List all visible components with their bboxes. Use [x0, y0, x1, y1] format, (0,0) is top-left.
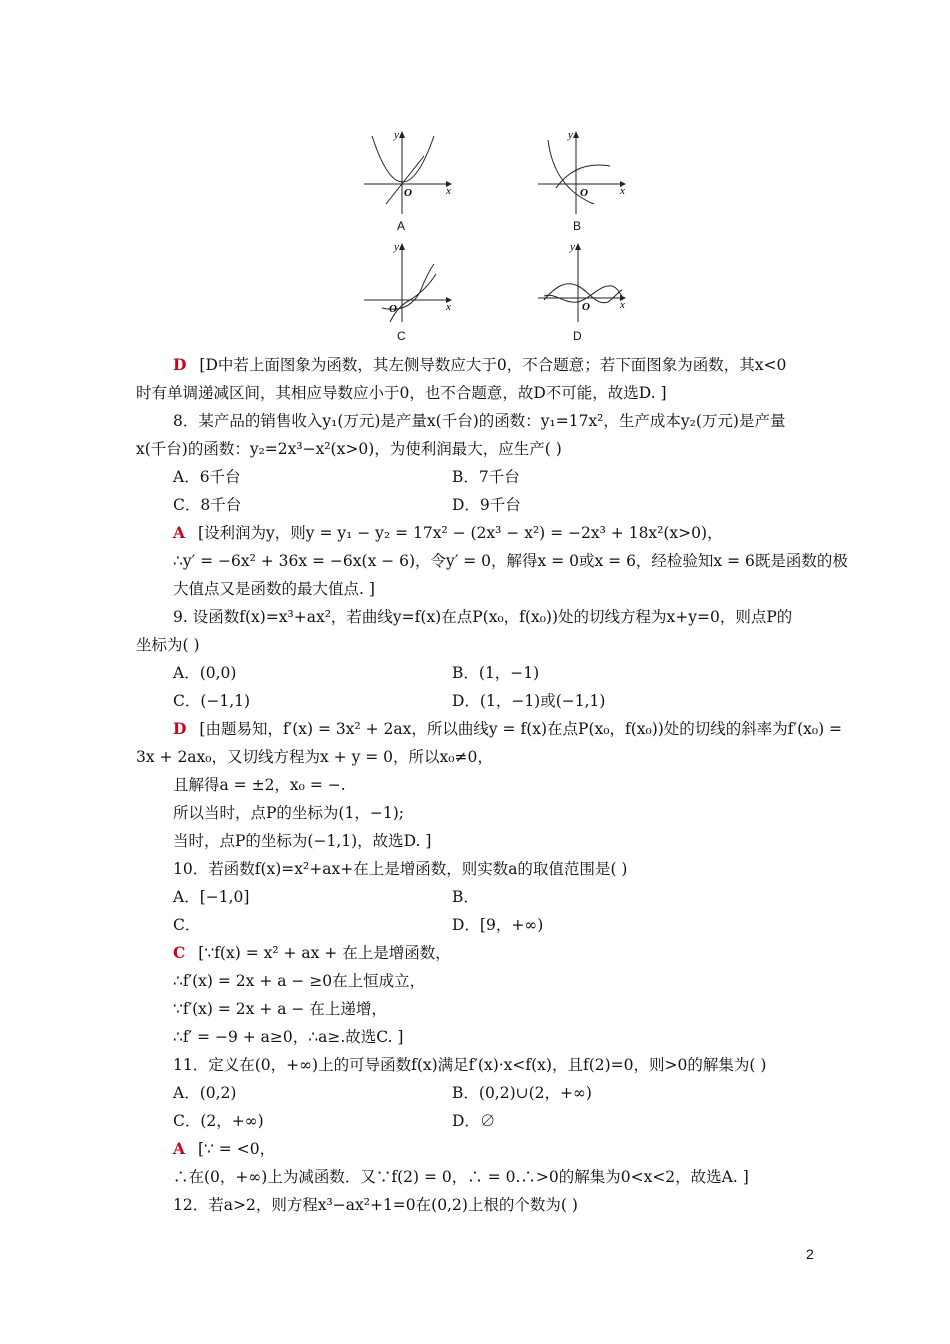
- figure-d: [536, 240, 631, 325]
- q10-solution-line2: ∴f′(x) = 2x + a − ≥0在上恒成立，: [173, 972, 426, 990]
- q7-solution-line1: [173, 355, 786, 375]
- q10-solution-text1: [∵f(x) = x² + ax + 在上是增函数，: [198, 944, 451, 962]
- q8-solution-line2: ∴y′ = −6x² + 36x = −6x(x − 6)，令y′ = 0，解得x = 0或x = 6，经检验知x = 6既是函数的极: [173, 552, 848, 570]
- q8-option-d: D．9千台: [452, 496, 521, 514]
- q9-answer: D: [173, 719, 187, 738]
- figure-a-caption: A: [397, 219, 406, 233]
- q8-stem-line1: 8．某产品的销售收入y₁(万元)是产量x(千台)的函数：y₁=17x²，生产成本y₂(万元)是产量: [173, 412, 786, 430]
- q10-answer: C: [173, 943, 186, 962]
- svg-text:x: x: [446, 301, 451, 313]
- q9-option-b: B．(1，−1): [452, 664, 540, 682]
- svg-text:O: O: [404, 187, 412, 199]
- q11-solution-line2: ∴在(0，+∞)上为减函数．又∵f(2) = 0，∴ = 0.∴>0的解集为0<x<2，故选A. ]: [173, 1168, 749, 1186]
- q10-option-d: D．[9，+∞): [452, 916, 544, 934]
- q10-stem: 10．若函数f(x)=x²+ax+在上是增函数，则实数a的取值范围是( ): [173, 860, 628, 878]
- q9-option-c: C．(−1,1): [173, 692, 251, 710]
- q9-solution-line5: 当时，点P的坐标为(−1,1)，故选D. ]: [173, 832, 432, 850]
- svg-text:x: x: [446, 185, 451, 197]
- q10-option-a: A．[−1,0]: [173, 888, 250, 906]
- q7-solution-line2: 时有单调递减区间，其相应导数应小于0，也不合题意，故D不可能，故选D. ]: [136, 384, 667, 402]
- q10-solution-line3: ∵f′(x) = 2x + a − 在上递增，: [173, 1000, 387, 1018]
- svg-text:O: O: [389, 303, 397, 315]
- svg-text:x: x: [620, 299, 625, 311]
- q8-solution-line1: [173, 523, 723, 543]
- q8-option-b: B．7千台: [452, 468, 520, 486]
- q11-solution-text1: [∵ = <0，: [197, 1140, 276, 1158]
- q9-stem-line2: 坐标为( ): [136, 636, 200, 654]
- q9-solution-line2: 3x + 2ax₀，又切线方程为x + y = 0，所以x₀≠0，: [136, 748, 493, 766]
- q9-solution-line1: [173, 719, 842, 739]
- q7-answer: D: [173, 355, 187, 374]
- q10-option-b: B．: [452, 888, 479, 906]
- q11-stem: 11．定义在(0，+∞)上的可导函数f(x)满足f′(x)·x<f(x)，且f(2)=0，则>0的解集为( ): [173, 1056, 767, 1074]
- figure-b-caption: B: [573, 219, 582, 233]
- svg-text:y: y: [394, 129, 399, 141]
- figure-a: [362, 128, 457, 218]
- q8-stem-line2: x(千台)的函数：y₂=2x³−x²(x>0)，为使利润最大，应生产( ): [136, 440, 562, 458]
- figure-d-caption: D: [573, 329, 582, 343]
- q10-solution-line1: [173, 943, 451, 963]
- q11-option-a: A．(0,2): [173, 1084, 237, 1102]
- svg-text:y: y: [570, 241, 575, 253]
- svg-text:x: x: [620, 185, 625, 197]
- q12-stem: 12．若a>2，则方程x³−ax²+1=0在(0,2)上根的个数为( ): [173, 1196, 578, 1214]
- q9-stem-line1: 9. 设函数f(x)=x³+ax²，若曲线y=f(x)在点P(x₀，f(x₀))处的切线方程为x+y=0，则点P的: [173, 608, 793, 626]
- figure-c-caption: C: [397, 329, 406, 343]
- q7-solution-text1: [D中若上面图象为函数，其左侧导数应大于0，不合题意；若下面图象为函数，其x<0: [199, 356, 787, 374]
- q8-option-c: C．8千台: [173, 496, 242, 514]
- figure-c: [362, 240, 457, 325]
- q11-solution-line1: [173, 1139, 275, 1159]
- q9-option-d: D．(1，−1)或(−1,1): [452, 692, 606, 710]
- q11-answer: A: [173, 1139, 186, 1158]
- svg-text:O: O: [582, 301, 590, 313]
- q8-option-a: A．6千台: [173, 468, 241, 486]
- q11-option-c: C．(2，+∞): [173, 1112, 264, 1130]
- q8-answer: A: [173, 523, 186, 542]
- q11-option-d: D．∅: [452, 1112, 496, 1130]
- q9-option-a: A．(0,0): [173, 664, 237, 682]
- q9-solution-line4: 所以当时，点P的坐标为(1，−1);: [173, 804, 404, 822]
- q11-option-b: B．(0,2)∪(2，+∞): [452, 1084, 592, 1102]
- q9-solution-line3: 且解得a = ±2，x₀ = −.: [173, 776, 346, 794]
- figure-b: [536, 128, 631, 218]
- svg-text:O: O: [580, 187, 588, 199]
- svg-text:y: y: [394, 241, 399, 253]
- q8-solution-text1: [设利润为y，则y = y₁ − y₂ = 17x² − (2x³ − x²) = −2x³ + 18x²(x>0)，: [197, 524, 723, 542]
- q10-option-c: C．: [173, 916, 201, 934]
- page-number: 2: [806, 1246, 814, 1262]
- q8-solution-line3: 大值点又是函数的最大值点. ]: [173, 580, 375, 598]
- q9-solution-text1: [由题易知，f′(x) = 3x² + 2ax，所以曲线y = f(x)在点P(x₀，f(x₀))处的切线的斜率为f′(x₀) =: [199, 720, 843, 738]
- svg-text:y: y: [568, 129, 573, 141]
- q10-solution-line4: ∴f′ = −9 + a≥0，∴a≥.故选C. ]: [173, 1028, 404, 1046]
